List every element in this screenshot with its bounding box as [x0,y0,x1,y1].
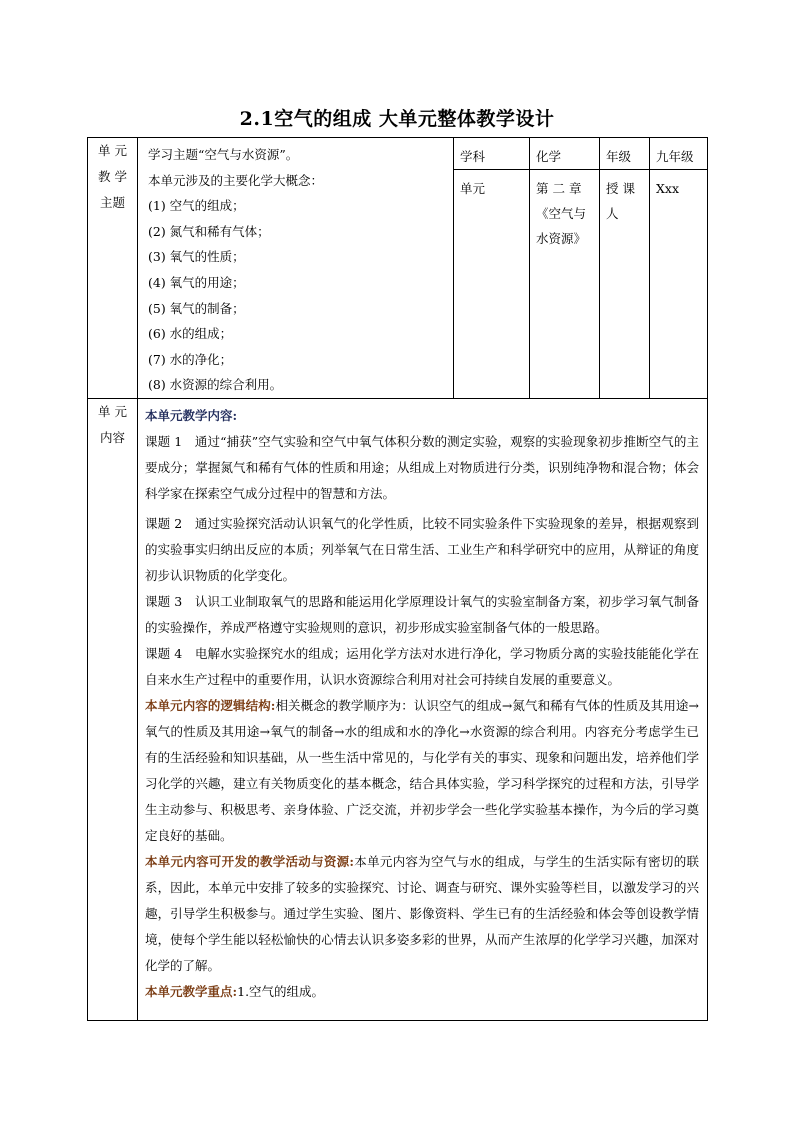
unit-content-label-line: 内容 [99,429,125,445]
logic-line: 学会一些化学实验基本操作，为今后的学习奠定良好的基础。 [145,801,699,843]
unit-theme-label [88,138,138,399]
unit-content-label-line: 单 元 [98,403,127,419]
topic-line: 净物和混合物；体会科学家在探索空气成分过程中的智慧和方法。 [145,459,699,501]
unit-value [530,170,599,251]
key-points [145,979,699,1005]
unit-content-text [138,399,707,1005]
unit-value-cell [530,170,600,398]
unit-label-cell [454,170,530,398]
topic-1 [145,429,699,507]
grade-label-cell [600,138,650,170]
resources-line: 密切的联系，因此，本单元中安排了较多的实验探究、讨论、调查与研究、课外实验等栏目， [145,853,699,895]
logic-line: 现象和问题出发，培养他们学习化学的兴趣，建立有关物质变化的基本概念，结合具体实验， [145,749,699,791]
grade-value-cell [650,138,708,170]
resources [145,849,699,979]
logic-heading: 本单元内容的逻辑结构: [145,697,276,713]
topic-line: 能化学在自来水生产过程中的重要作用，认识水资源综合利用对社会可持续自发展的重要意 [145,645,699,687]
concept-list [138,138,453,398]
subject-value-cell [530,138,600,170]
theme-intro: 学习主题“空气与水资源”。 [148,147,299,162]
unit-theme-label-line: 教 学 [98,169,127,184]
concept-item: (2) 氮气和稀有气体； [148,223,270,239]
topic-3 [145,589,699,641]
concept-item: (4) 氧气的用途； [148,274,245,290]
concept-item: (8) 水资源的综合利用。 [148,377,283,393]
resources-line: 以激发学习的兴趣，引导学生积极参与。通过学生实验、图片、影像资料、学生已有的生活 [145,879,699,921]
topic-4 [145,641,699,693]
resources-line: 经验和体会等创设教学情境，使每个学生能以轻松愉快的心情去认识多姿多彩的世界，从而 [145,905,699,947]
grade-label: 年级 [606,149,632,164]
topic-line: 课题 2 通过实验探究活动认识氧气的化学性质，比较不同实验条件下实验现象的差异，根 [145,515,649,531]
teacher-value-cell [650,170,708,398]
content-heading: 本单元教学内容: [145,407,238,423]
unit-content-label [88,398,138,1020]
teacher-label-line: 人 [606,206,619,222]
topic-line: 断空气的主要成分；掌握氮气和稀有气体的性质和用途；从组成上对物质进行分类，识别纯 [145,433,699,475]
lesson-design-table [87,137,708,1021]
concept-item: (7) 水的净化； [148,351,233,367]
subject-value: 化学 [536,149,562,164]
topic-line: 课题 3 认识工业制取氧气的思路和能运用化学原理设计氧气的实验室制备方案，初步学习 [145,593,649,609]
concept-item: (6) 水的组成； [148,326,233,342]
unit-theme-label-line: 主题 [99,195,125,210]
topic-line: 课题 4 电解水实验探究水的组成；运用化学方法对水进行净化，学习物质分离的实验技能 [145,645,649,661]
subject-label: 学科 [460,149,486,164]
teacher-label-line: 授 课 [606,181,635,197]
unit-value-line: 《空气与 [536,206,587,222]
logic-line: 及其用途→氧气的性质及其用途→氧气的制备→水的组成和水的净化→水资源的综合利用。 [145,697,699,739]
topic-line: 氧气制备的实验操作，养成严格遵守实验规则的意识，初步形成实验室制备气体的一般思路。 [145,593,699,635]
unit-content-cell [138,398,708,1020]
topic-line: 课题 1 通过“捕获”空气实验和空气中氧气体积分数的测定实验，观察的实验现象初步推 [145,433,637,449]
resources-heading: 本单元内容可开发的教学活动与资源: [145,853,355,869]
key-points-text: 1.空气的组成。 [237,983,325,999]
concept-item: (1) 空气的组成； [148,198,245,214]
teacher-label-cell [600,170,650,398]
unit-value-line: 第 二 章 [536,181,582,197]
grade-value: 九年级 [656,149,694,164]
resources-line: 产生浓厚的化学学习兴趣，加深对化学的了解。 [145,931,699,973]
resources-line: 本单元内容为空气与水的组成，与学生的生活实际有 [354,853,649,869]
unit-theme-label-line: 单 元 [98,143,127,158]
concepts-intro: 本单元涉及的主要化学大概念： [148,172,324,188]
teacher-label [600,170,649,226]
key-points-heading: 本单元教学重点: [145,983,238,999]
page-title: 2.1空气的组成 大单元整体教学设计 [239,108,555,130]
concept-item: (3) 氧气的性质； [148,249,245,265]
teacher-value: Xxx [656,181,679,197]
unit-value-line: 水资源》 [536,231,587,247]
topic-line: 用，从辩证的角度初步认识物质的化学变化。 [145,541,699,583]
logic-line: 学习科学探究的过程和方法，引导学生主动参与、积极思考、亲身体验、广泛交流，并初步 [145,775,699,817]
topic-2 [145,511,699,589]
unit-label: 单元 [460,181,486,197]
logic-structure [145,693,699,849]
logic-line: 相关概念的教学顺序为：认识空气的组成→氮气和稀有气体的性质 [275,697,639,713]
logic-line: 内容充分考虑学生已有的生活经验和知识基础，从一些生活中常见的，与化学有关的事实、 [145,723,699,765]
subject-label-cell [454,138,530,170]
theme-cell [138,138,454,399]
topic-line: 义。 [595,671,621,687]
topic-line: 据观察到的实验事实归纳出反应的本质；列举氧气在日常生活、工业生产和科学研究中的应 [145,515,699,557]
concept-item: (5) 氧气的制备； [148,300,245,316]
